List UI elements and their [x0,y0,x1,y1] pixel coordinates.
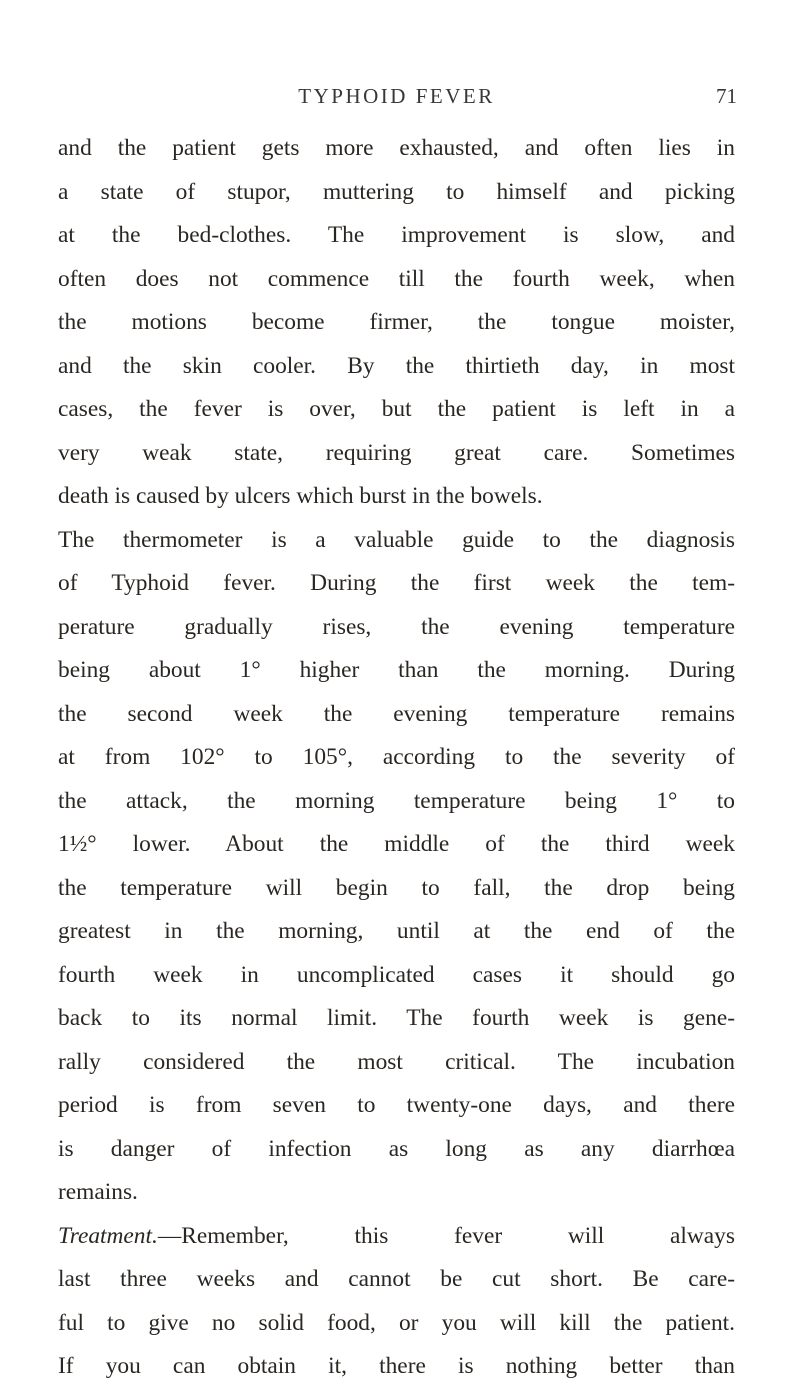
text-line: 1½° lower. About the middle of the third week [58,831,735,857]
text-line: last three weeks and cannot be cut short. Be care- [58,1266,735,1292]
text-line: perature gradually rises, the evening temperature [58,613,735,640]
text-line: ful to give no solid food, or you will kill the patient. [58,1309,735,1336]
text-line: is danger of infection as long as any diarrhœa [58,1135,735,1162]
text-line: the temperature will begin to fall, the drop being [58,874,735,901]
text-line: death is caused by ulcers which burst in the bowels. [58,483,543,509]
text-line: and the skin cooler. By the thirtieth day, in most [58,352,735,379]
text-line: rally considered the most critical. The incubation [58,1048,735,1075]
running-title: TYPHOID FEVER [298,84,495,108]
treatment-first-line [58,1215,735,1259]
text-line: fourth week in uncomplicated cases it should go [58,961,735,988]
treatment-first-line-text: —Remember, this fever will always [157,1222,735,1249]
text-line: at the bed-clothes. The improvement is slow, and [58,222,735,248]
text-line: a state of stupor, muttering to himself and picking [58,178,735,205]
text-line: the motions become firmer, the tongue moister, [58,309,735,335]
text-line: being about 1° higher than the morning. During [58,657,735,683]
text-line: greatest in the morning, until at the end of the [58,918,735,944]
text-line: cases, the fever is over, but the patient is left in a [58,396,735,422]
text-line: of Typhoid fever. During the first week the tem- [58,570,735,596]
running-head [58,84,735,114]
text-line: If you can obtain it, there is nothing better than [58,1353,735,1379]
text-line: and the patient gets more exhausted, and often lies in [58,135,735,161]
treatment-heading: Treatment. [58,1222,158,1249]
text-line: the attack, the morning temperature being 1° to [58,787,735,814]
text-line: often does not commence till the fourth week, when [58,265,735,292]
page-number: 71 [716,84,737,108]
text-line: period is from seven to twenty-one days, and there [58,1092,735,1118]
body-text [58,127,735,1389]
text-line: at from 102° to 105°, according to the severity of [58,744,735,770]
text-line: very weak state, requiring great care. Sometimes [58,439,735,466]
text-line: the second week the evening temperature remains [58,700,735,727]
text-line: The thermometer is a valuable guide to the diagnosis [58,526,735,553]
text-line: remains. [58,1179,138,1205]
text-line: back to its normal limit. The fourth week is gene- [58,1005,735,1031]
